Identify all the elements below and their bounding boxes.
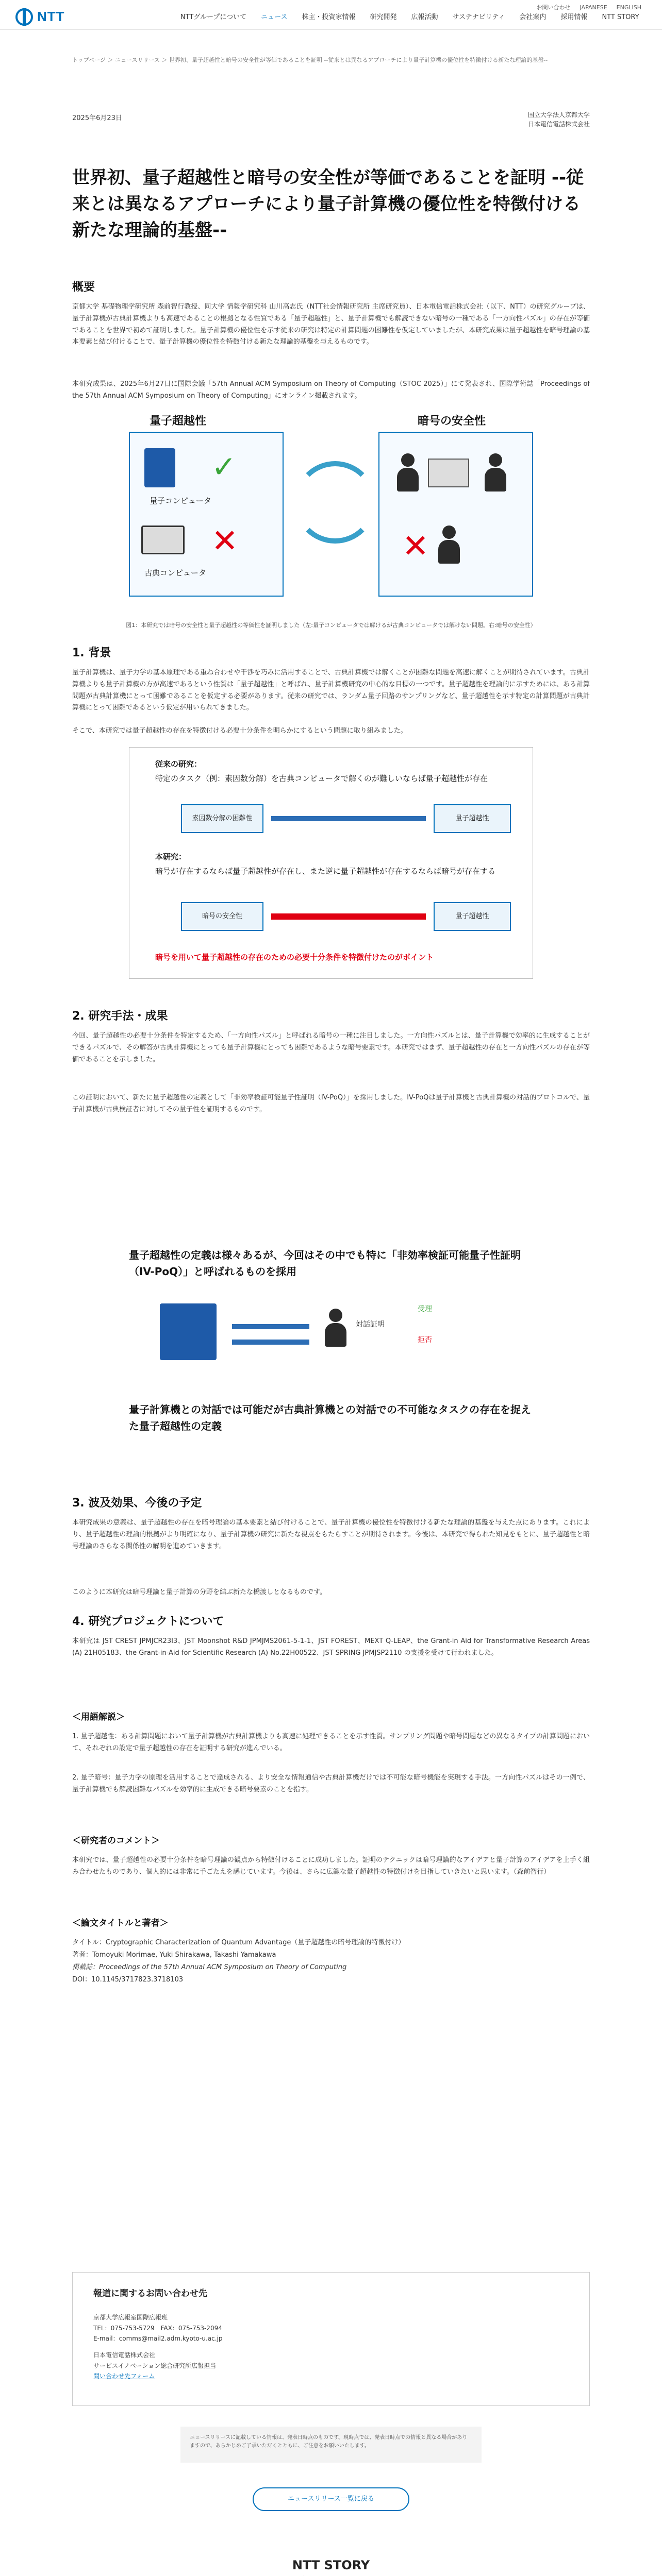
paper-doi[interactable]: DOI：10.1145/3717823.3718103 (72, 1976, 184, 1984)
figure-3 (129, 1247, 533, 1463)
glossary-item-1: 1. 量子超越性：ある計算問題において量子計算機が古典計算機よりも高速に処理できることを示す性質。サンプリング問題や暗号問題などの異なるタイプの計算問題において、それぞれの設定で量子超越性の存在を証明する研究が進んでいる。 (72, 1733, 590, 1752)
nav-company[interactable]: 会社案内 (519, 13, 547, 21)
glossary-item-2: 2. 量子暗号：量子力学の原理を活用することで達成される、より安全な情報通信や古典計算機だけでは不可能な暗号機能を実現する手法。一方向性パズルはその一例で、量子計算機でも解読困難なパズルを効率的に生成できる暗号要素のことを指す。 (72, 1774, 590, 1793)
quantum-computer-icon (160, 1303, 217, 1360)
ntt-logo-mark-icon (15, 8, 33, 26)
paper-authors: 著者：Tomoyuki Morimae, Yuki Shirakawa, Takashi Yamakawa (72, 1951, 276, 1959)
fig1-qc-label: 量子コンピュータ (150, 496, 212, 505)
contact-box (72, 2272, 590, 2406)
nav-ntt-story[interactable]: NTT STORY (602, 13, 639, 21)
contact-line[interactable]: E-mail：comms@mail2.adm.kyoto-u.ac.jp (93, 2334, 223, 2342)
ntt-logo[interactable] (15, 6, 65, 28)
nav-sustainability[interactable]: サステナビリティ (452, 13, 505, 21)
site-header (0, 0, 662, 30)
fig2-from-label: 従来の研究： (155, 759, 202, 769)
equivalence-cycle-icon (294, 461, 376, 544)
fig2-from-text: 特定のタスク（例：素因数分解）を古典コンピュータで解くのが難しいならば量子超越性が存在 (155, 774, 488, 783)
contact-line (93, 2344, 569, 2350)
japanese-link[interactable]: JAPANESE (580, 4, 607, 11)
person-icon (397, 453, 419, 492)
effects-p1: 本研究成果の意義は、量子超越性の存在を暗号理論の基本要素と結び付けることで、量子計算機の優位性を特徴付ける新たな理論的基盤を与えた点にあります。これにより、量子超越性の理論的根拠がより明確になり、量子計算機の研究に新たな視点をもたらすことが期待されます。今後は、本研究で得られた知見をもとに、量子超越性と暗号理論のさらなる関係性の解明を進めていきます。 (72, 1519, 590, 1550)
nav-pr[interactable]: 広報活動 (411, 13, 438, 21)
back-to-news-button[interactable]: ニュースリリース一覧に戻る (253, 2487, 409, 2511)
fig1-caption: 図1：本研究では暗号の安全性と量子超越性の等価性を証明しました（左:量子コンピュータでは解けるが古典コンピュータでは解けない問題。右:暗号の安全性） (126, 622, 536, 629)
ntt-story-header (0, 2555, 662, 2576)
lock-device-icon (428, 459, 469, 487)
nav-rd[interactable]: 研究開発 (370, 13, 397, 21)
contact-heading: 報道に関するお問い合わせ先 (93, 2289, 207, 2299)
fig3-accept: 受理 (418, 1305, 432, 1313)
fig1-right-title: 暗号の安全性 (418, 415, 486, 428)
funding-heading: 4. 研究プロジェクトについて (72, 1615, 224, 1628)
summary-heading: 概要 (72, 281, 95, 294)
nav-recruit[interactable]: 採用情報 (560, 13, 588, 21)
release-note: ニュースリリースに記載している情報は、発表日時点のものです。現時点では、発表日時点での情報と異なる場合がありますので、あらかじめご了承いただくとともに、ご注意をお願いいたします。 (180, 2427, 482, 2463)
right-arrow-icon (232, 1324, 309, 1329)
attacker-icon (438, 526, 460, 564)
release-date: 2025年6月23日 (72, 114, 122, 122)
top-links (537, 3, 642, 12)
organizations (528, 110, 590, 129)
person-icon (485, 453, 506, 492)
fig2-bottom: 暗号を用いて量子超越性の存在のための必要十分条件を特徴付けたのがポイント (155, 953, 434, 962)
contact-line: サービスイノベーション総合研究所広報担当 (93, 2362, 217, 2369)
effects-p2: このように本研究は暗号理論と量子計算の分野を結ぶ新たな橋渡しとなるものです。 (72, 1588, 326, 1596)
method-p1: 今回、量子超越性の必要十分条件を特定するため、「一方向性パズル」と呼ばれる暗号の一種に注目しました。一方向性パズルとは、量子計算機で効率的に生成することができるパズルで、その解答が古典計算機にとっても量子計算機にとっても困難であるような暗号要素です。本研究ではまず、量子超越性の存在と一方向性パズルの存在が等価であることを示しました。 (72, 1032, 590, 1063)
fig2-box-hard: 素因数分解の困難性 (181, 804, 263, 833)
background-heading: 1. 背景 (72, 647, 111, 659)
contact-line: 日本電信電話株式会社 (93, 2351, 156, 2359)
comment-p1: 本研究では、量子超越性の必要十分条件を暗号理論の観点から特徴付けることに成功しました。証明のテクニックは暗号理論的なアイデアと量子計算のアイデアを上手く組み合わせたものであり、個人的には非常に手ごたえを感じています。今後は、さらに広範な量子超越性の特徴付けを目指していきたいと思います。（森前智行） (72, 1856, 590, 1876)
story-heading: NTT STORY (292, 2558, 370, 2572)
left-arrow-icon (232, 1340, 309, 1345)
org-ntt: 日本電信電話株式会社 (527, 121, 590, 128)
contact-line: TEL：075-753-5729 FAX：075-753-2094 (93, 2324, 222, 2332)
summary-p1: 京都大学 基礎物理学研究所 森前智行教授、同大学 情報学研究科 山川高志氏（NTT社会情報研究所 主席研究員）、日本電信電話株式会社（以下、NTT）の研究グループは、量子計算機が古典計算機よりも高速であることの根拠となる性質である「量子超越性」と、量子計算機でも解読できない暗号の一種である「一方向性パズル」の存在が等価であることを世界で初めて証明しました。量子計算機の優位性を示す従来の研究は特定の計算問題の困難性を仮定していましたが、本研究成果は量子超越性を暗号理論の基本要素と結び付けることで、量子計算機の優位性を特徴付ける新たな理論的基盤を与えるものです。 (72, 303, 590, 346)
ntt-logo-text: NTT (37, 9, 65, 24)
cross-icon: ✕ (211, 522, 238, 560)
paper-title: タイトル：Cryptographic Characterization of Quantum Advantage（量子超越性の暗号理論的特徴付け） (72, 1939, 405, 1946)
funding-p1: 本研究は JST CREST JPMJCR23I3、JST Moonshot R&D JPMJMS2061-5-1-1、JST FOREST、MEXT Q-LEAP、the Grant-in Aid for Transformative Research Areas (A) 21H05183、the Grant-in-Aid for Scientific Research (A) No.22H00522、JST SPRING JPMJSP2110 の支援を受けて行われました。 (72, 1637, 590, 1657)
org-kyoto: 国立大学法人京都大学 (527, 111, 590, 118)
global-nav (180, 12, 639, 23)
effects-heading: 3. 波及効果、今後の予定 (72, 1497, 202, 1510)
fig2-this-label: 本研究： (155, 852, 187, 861)
background-p2: そこで、本研究では量子超越性の存在を特徴付ける必要十分条件を明らかにするという問題に取り組みました。 (72, 727, 407, 735)
summary-p2: 本研究成果は、2025年6月27日に国際会議「57th Annual ACM Symposium on Theory of Computing（STOC 2025）」にて発表され、国際学術誌「Proceedings of the 57th Annual ACM Symposium on Theory of Computing」にオンライン掲載されます。 (72, 380, 590, 400)
page-title: 世界初、量子超越性と暗号の安全性が等価であることを証明 --従来とは異なるアプローチにより量子計算機の優位性を特徴付ける新たな理論的基盤-- (72, 167, 584, 241)
paper-journal: 掲載誌：Proceedings of the 57th Annual ACM Symposium on Theory of Computing (72, 1963, 347, 1971)
contact-form-link[interactable]: 問い合わせ先フォーム (93, 2372, 155, 2380)
fig2-box-qa: 量子超越性 (434, 804, 511, 833)
fig2-box-qa2: 量子超越性 (434, 902, 511, 931)
contact-line: 京都大学広報室国際広報班 (93, 2314, 168, 2321)
fig1-cc-label: 古典コンピュータ (144, 568, 207, 578)
fig2-this-text: 暗号が存在するならば量子超越性が存在し、また逆に量子超越性が存在するならば暗号が存在する (155, 867, 496, 876)
fig2-box-crypto: 暗号の安全性 (181, 902, 263, 931)
fig3-reject: 拒否 (418, 1336, 432, 1344)
method-p2: この証明において、新たに量子超越性の定義として「非効率検証可能量子性証明（IV-PoQ）」を採用しました。IV-PoQは量子計算機と古典計算機の対話的プロトコルで、量子計算機が古典検証者に対してその量子性を証明するものです。 (72, 1094, 590, 1113)
quantum-computer-icon (144, 448, 175, 487)
fig1-left-title: 量子超越性 (150, 415, 207, 428)
fig3-top: 量子超越性の定義は様々あるが、今回はその中でも特に「非効率検証可能量子性証明（IV-PoQ）」と呼ばれるものを採用 (129, 1249, 521, 1278)
cross-icon: ✕ (402, 527, 429, 565)
right-arrow-icon (271, 816, 426, 821)
check-icon: ✓ (211, 449, 237, 484)
method-heading: 2. 研究手法・成果 (72, 1010, 168, 1023)
nav-ir[interactable]: 株主・投資家情報 (302, 13, 356, 21)
nav-news[interactable]: ニュース (261, 13, 288, 21)
paper-heading: ＜論文タイトルと著者＞ (72, 1918, 169, 1928)
classical-computer-icon (141, 526, 185, 554)
double-arrow-icon (271, 913, 426, 920)
figure-1 (129, 412, 533, 608)
nav-about[interactable]: NTTグループについて (180, 13, 247, 21)
breadcrumb[interactable]: トップページ ＞ ニュースリリース ＞ 世界初、量子超越性と暗号の安全性が等価であることを証明 --従来とは異なるアプローチにより量子計算機の優位性を特徴付ける新たな理論的基盤-- (72, 57, 548, 63)
verifier-icon (325, 1309, 346, 1347)
figure-2 (129, 747, 533, 979)
fig3-verifier: 対話証明 (356, 1320, 385, 1329)
glossary-heading: ＜用語解説＞ (72, 1712, 125, 1722)
contact-link[interactable]: お問い合わせ (536, 4, 571, 11)
english-link[interactable]: ENGLISH (616, 4, 641, 11)
fig3-bottom: 量子計算機との対話では可能だが古典計算機との対話での不可能なタスクの存在を捉えた量子超越性の定義 (129, 1403, 531, 1432)
background-p1: 量子計算機は、量子力学の基本原理である重ね合わせや干渉を巧みに活用することで、古典計算機では解くことが困難な問題を高速に解くことが期待されています。古典計算機よりも量子計算機の方が高速であるという性質は「量子超越性」と呼ばれ、量子計算機研究の中心的な目標の一つです。量子超越性を理論的に示すためには、ある計算問題が古典計算機にとって困難であることを仮定する必要があります。従来の研究では、ランダム量子回路のサンプリングなど、量子超越性を示す特定の計算問題が古典計算機にとって困難であるという仮定が用いられてきました。 (72, 669, 590, 712)
comment-heading: ＜研究者のコメント＞ (72, 1836, 160, 1846)
